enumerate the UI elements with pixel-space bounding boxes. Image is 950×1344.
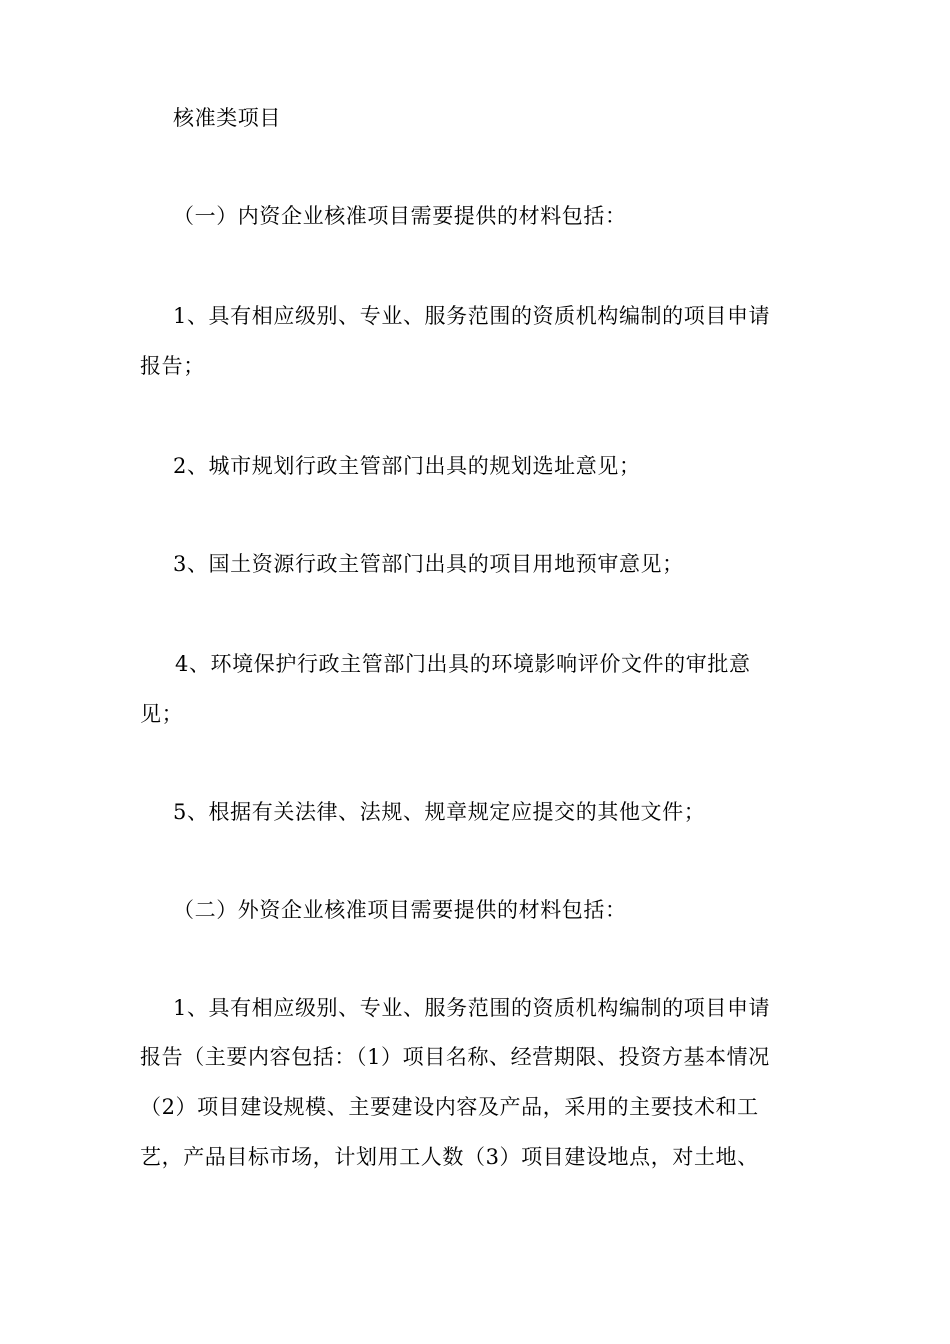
- section1-item1-line2: 报告；: [140, 354, 205, 378]
- section2-item1-line1: 1、具有相应级别、专业、服务范围的资质机构编制的项目申请: [173, 996, 771, 1020]
- document-title: 核准类项目: [173, 106, 281, 130]
- section2-item1-line3: （2）项目建设规模、主要建设内容及产品，采用的主要技术和工: [140, 1095, 759, 1119]
- section2-item1-line4: 艺，产品目标市场，计划用工人数（3）项目建设地点，对土地、: [140, 1145, 759, 1169]
- section1-item3: 3、国土资源行政主管部门出具的项目用地预审意见；: [173, 552, 684, 576]
- section2-item1-line2: 报告（主要内容包括：（1）项目名称、经营期限、投资方基本情况: [140, 1045, 770, 1069]
- section1-item1-line1: 1、具有相应级别、专业、服务范围的资质机构编制的项目申请: [173, 304, 771, 328]
- section1-item2: 2、城市规划行政主管部门出具的规划选址意见；: [173, 454, 641, 478]
- section1-item4-line2: 见；: [140, 702, 184, 726]
- section2-heading: （二）外资企业核准项目需要提供的材料包括：: [173, 898, 627, 922]
- section1-heading: （一）内资企业核准项目需要提供的材料包括：: [173, 204, 627, 228]
- section1-item4-line1: 4、环境保护行政主管部门出具的环境影响评价文件的审批意: [175, 652, 751, 676]
- section1-item5: 5、根据有关法律、法规、规章规定应提交的其他文件；: [173, 800, 706, 824]
